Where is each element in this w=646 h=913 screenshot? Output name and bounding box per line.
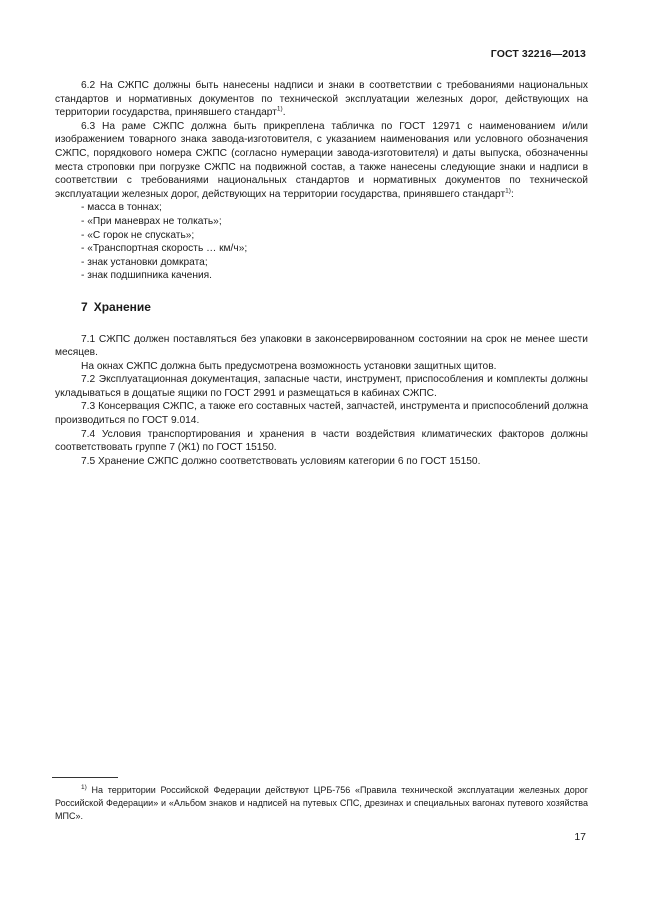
footnote-ref: 1) <box>505 187 511 195</box>
paragraph-6-2-text: 6.2 На СЖПС должны быть нанесены надписи и знаки в соответствии с требованиями национальных стандартов и нормативных документов по технической эксплуатации железных дорог, действующих на территории государства, принявшего стандарт <box>55 80 588 119</box>
paragraph-6-2-end: . <box>282 107 286 119</box>
footnote-divider <box>52 777 118 778</box>
paragraph-7-1: 7.1 СЖПС должен поставляться без упаковки в законсервированном состоянии на срок не менее шести месяцев. <box>55 333 588 359</box>
paragraph-6-2 <box>55 79 588 120</box>
footnote-marker: 1) <box>81 784 87 791</box>
paragraph-7-3: 7.3 Консервация СЖПС, а также его составных частей, запчастей, инструмента и приспособлений должна производиться по ГОСТ 9.014. <box>55 401 588 427</box>
footnote-ref: 1) <box>276 105 283 113</box>
section-heading <box>81 301 588 315</box>
section-number: 7 <box>81 299 88 314</box>
paragraph-7-2: 7.2 Эксплуатационная документация, запасные части, инструмент, приспособления и комплекты должны укладываться в дощатые ящики по ГОСТ 2991 и размещаться в кабинах СЖПС. <box>55 374 588 399</box>
paragraph-6-3-text: 6.3 На раме СЖПС должна быть прикреплена табличка по ГОСТ 12971 с наименованием и/или изображением товарного знака завода-изготовителя, с указанием наименования или условного обозначения СЖПС, порядкового номера СЖПС (согласно нумерации завода-изготовителя) и даты выпуска, обозначенны места строповки при погрузке СЖПС на подвижной состав, а также нанесены следующие знаки и надписи в соответствии с требованиями национальных стандартов и нормативных документов по технической эксплуатации железных дорог, действующих на территории государства, принявшего стандарт <box>55 120 588 200</box>
section-title: Хранение <box>93 299 151 314</box>
list-item: - «При маневрах не толкать»; <box>81 215 222 227</box>
document-header: ГОСТ 32216—2013 <box>490 48 586 60</box>
paragraph-7-5: 7.5 Хранение СЖПС должно соответствовать условиям категории 6 по ГОСТ 15150. <box>81 455 481 467</box>
paragraph-windows: На окнах СЖПС должна быть предусмотрена возможность установки защитных щитов. <box>81 360 497 372</box>
paragraph-6-3-end: : <box>510 188 514 200</box>
paragraph-6-3 <box>55 120 588 202</box>
main-content <box>55 79 588 468</box>
list-item: - «Транспортная скорость … км/ч»; <box>81 243 248 255</box>
list-item: - масса в тоннах; <box>81 202 162 214</box>
footnote-text-block <box>55 784 588 823</box>
paragraph-7-4: 7.4 Условия транспортирования и хранения в части воздействия климатических факторов должны соответствовать группе 7 (Ж1) по ГОСТ 15150. <box>55 428 588 454</box>
list-item: - знак подшипника качения. <box>81 270 213 282</box>
list-item: - знак установки домкрата; <box>81 256 208 268</box>
list-item: - «С горок не спускать»; <box>81 229 195 241</box>
page-number: 17 <box>574 831 586 843</box>
footnote <box>55 784 588 823</box>
footnote-text: На территории Российской Федерации действуют ЦРБ-756 «Правила технической эксплуатации железных дорог Российской Федерации» и «Альбом знаков и надписей на путевых СПС, дрезинах и специальных вагонах путевого хозяйства МПС». <box>55 785 588 821</box>
